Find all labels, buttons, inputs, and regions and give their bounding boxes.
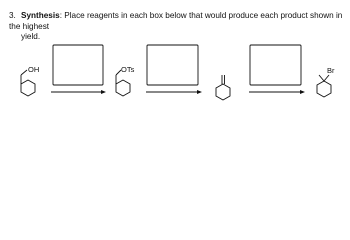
reagent-box-1[interactable] [53, 45, 103, 85]
reagent-box-3[interactable] [250, 45, 301, 85]
question-text-line2: yield. [21, 32, 41, 41]
reaction-arrow-2 [146, 90, 202, 94]
molecule-methylenecyclohexane [216, 75, 230, 100]
reagent-box-2[interactable] [147, 45, 198, 85]
label-oh: OH [28, 65, 40, 74]
molecule-cyclohexylmethanol [21, 65, 39, 96]
question-heading: Synthesis [21, 11, 60, 20]
reaction-arrow-3 [249, 90, 305, 94]
question-number: 3. [9, 11, 16, 20]
reaction-arrow-1 [51, 90, 106, 94]
question-text-line1: : Place reagents in each box below that would produce each product shown in the highest [9, 11, 343, 31]
molecule-1-bromo-1-methylcyclohexane [317, 66, 335, 97]
label-ots: OTs [121, 65, 135, 74]
label-br: Br [327, 66, 335, 75]
molecule-cyclohexylmethyl-tosylate [116, 65, 135, 96]
